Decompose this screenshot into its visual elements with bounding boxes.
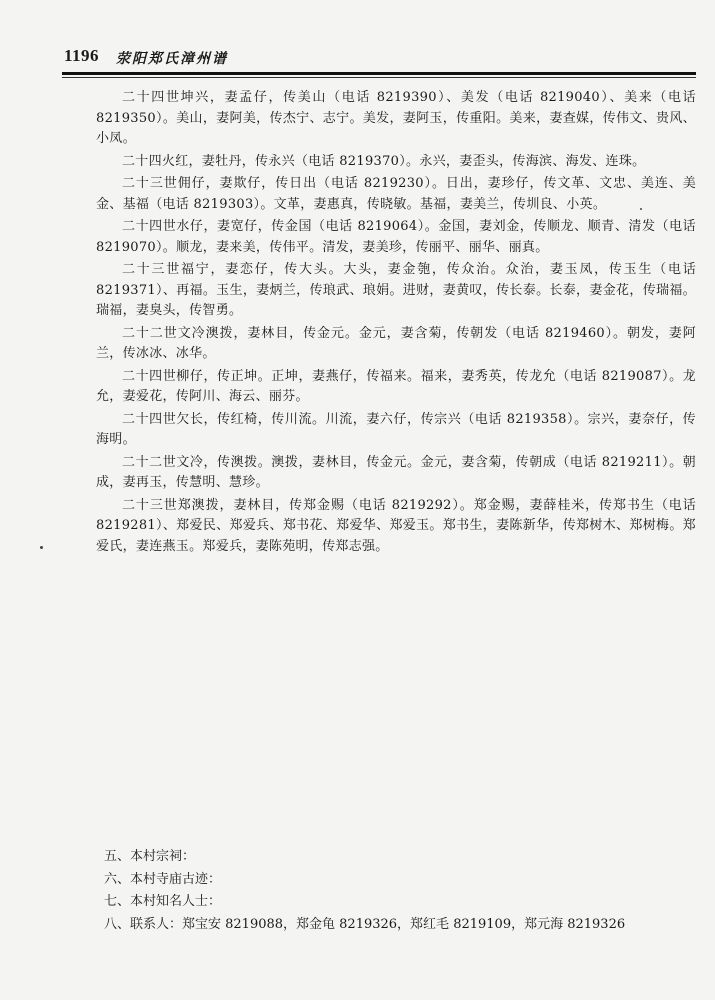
scan-speck xyxy=(640,208,642,210)
page-number: 1196 xyxy=(64,46,100,65)
header-rule-thick xyxy=(62,72,696,75)
paragraph: 二十三世佣仔，妻欺仔，传日出（电话 8219230）。日出，妻珍仔，传文革、文忠、美连、美金、基福（电话 8219303）。文革，妻惠真，传晓敏。基福，妻美兰，传圳良、小英。 xyxy=(96,176,696,212)
genealogy-body xyxy=(96,88,696,559)
paragraph: 二十三世福宁，妻恋仔，传大头。大头，妻金匏，传众治。众治，妻玉凤，传玉生（电话 8219371）、再福。玉生，妻炳兰，传琅武、琅娟。进财，妻黄叹，传长泰。长泰，妻金花，传瑞福。瑞福，妻臭头，传智勇。 xyxy=(96,262,696,318)
section-contacts: 八、联系人：郑宝安 8219088，郑金龟 8219326，郑红毛 8219109，郑元海 8219326 xyxy=(104,916,626,932)
paragraph: 二十二世文冷澳拨，妻林目，传金元。金元，妻含菊，传朝发（电话 8219460）。朝发，妻阿兰，传冰冰、冰华。 xyxy=(96,325,696,361)
paragraph: 二十三世郑澳拨，妻林目，传郑金赐（电话 8219292）。郑金赐，妻薛桂米，传郑书生（电话 8219281）、郑爱民、郑爱兵、郑书花、郑爱华、郑爱玉。郑书生，妻陈新华，传郑树木、郑树梅。郑爱氏，妻连燕玉。郑爱兵，妻陈苑明，传郑志强。 xyxy=(96,497,696,554)
paragraph: 二十二世文冷，传澳拨。澳拨，妻林目，传金元。金元，妻含菊，传朝成（电话 8219211）。朝成，妻再玉，传慧明、慧珍。 xyxy=(96,454,696,490)
section-temples: 六、本村寺庙古迹： xyxy=(104,871,222,887)
village-sections xyxy=(104,846,694,936)
page-header xyxy=(64,44,694,72)
paragraph: 二十四世水仔，妻宽仔，传金国（电话 8219064）。金国，妻刘金，传顺龙、顺青、清发（电话 8219070）。顺龙，妻来美，传伟平。清发，妻美珍，传丽平、丽华、丽真。 xyxy=(96,219,696,255)
paragraph: 二十四世柳仔，传正坤。正坤，妻燕仔，传福来。福来，妻秀英，传龙允（电话 8219087）。龙允，妻爱花，传阿川、海云、丽芬。 xyxy=(96,368,696,404)
section-ancestral-hall: 五、本村宗祠： xyxy=(104,849,196,864)
scan-speck xyxy=(40,546,43,549)
header-rule-thin xyxy=(62,77,696,78)
paragraph: 二十四世坤兴，妻孟仔，传美山（电话 8219390）、美发（电话 8219040）、美来（电话 8219350）。美山，妻阿美，传杰宁、志宁。美发，妻阿玉，传重阳。美来，妻查媒，传伟文、贵风、小凤。 xyxy=(96,90,696,146)
section-notable-people: 七、本村知名人士： xyxy=(104,894,222,909)
book-title: 荥阳郑氏漳州谱 xyxy=(116,51,228,67)
paragraph: 二十四火红，妻牡丹，传永兴（电话 8219370）。永兴，妻歪头，传海滨、海发、连珠。 xyxy=(122,153,646,169)
paragraph: 二十四世欠长，传红椅，传川流。川流，妻六仔，传宗兴（电话 8219358）。宗兴，妻奈仔，传海明。 xyxy=(96,411,696,447)
